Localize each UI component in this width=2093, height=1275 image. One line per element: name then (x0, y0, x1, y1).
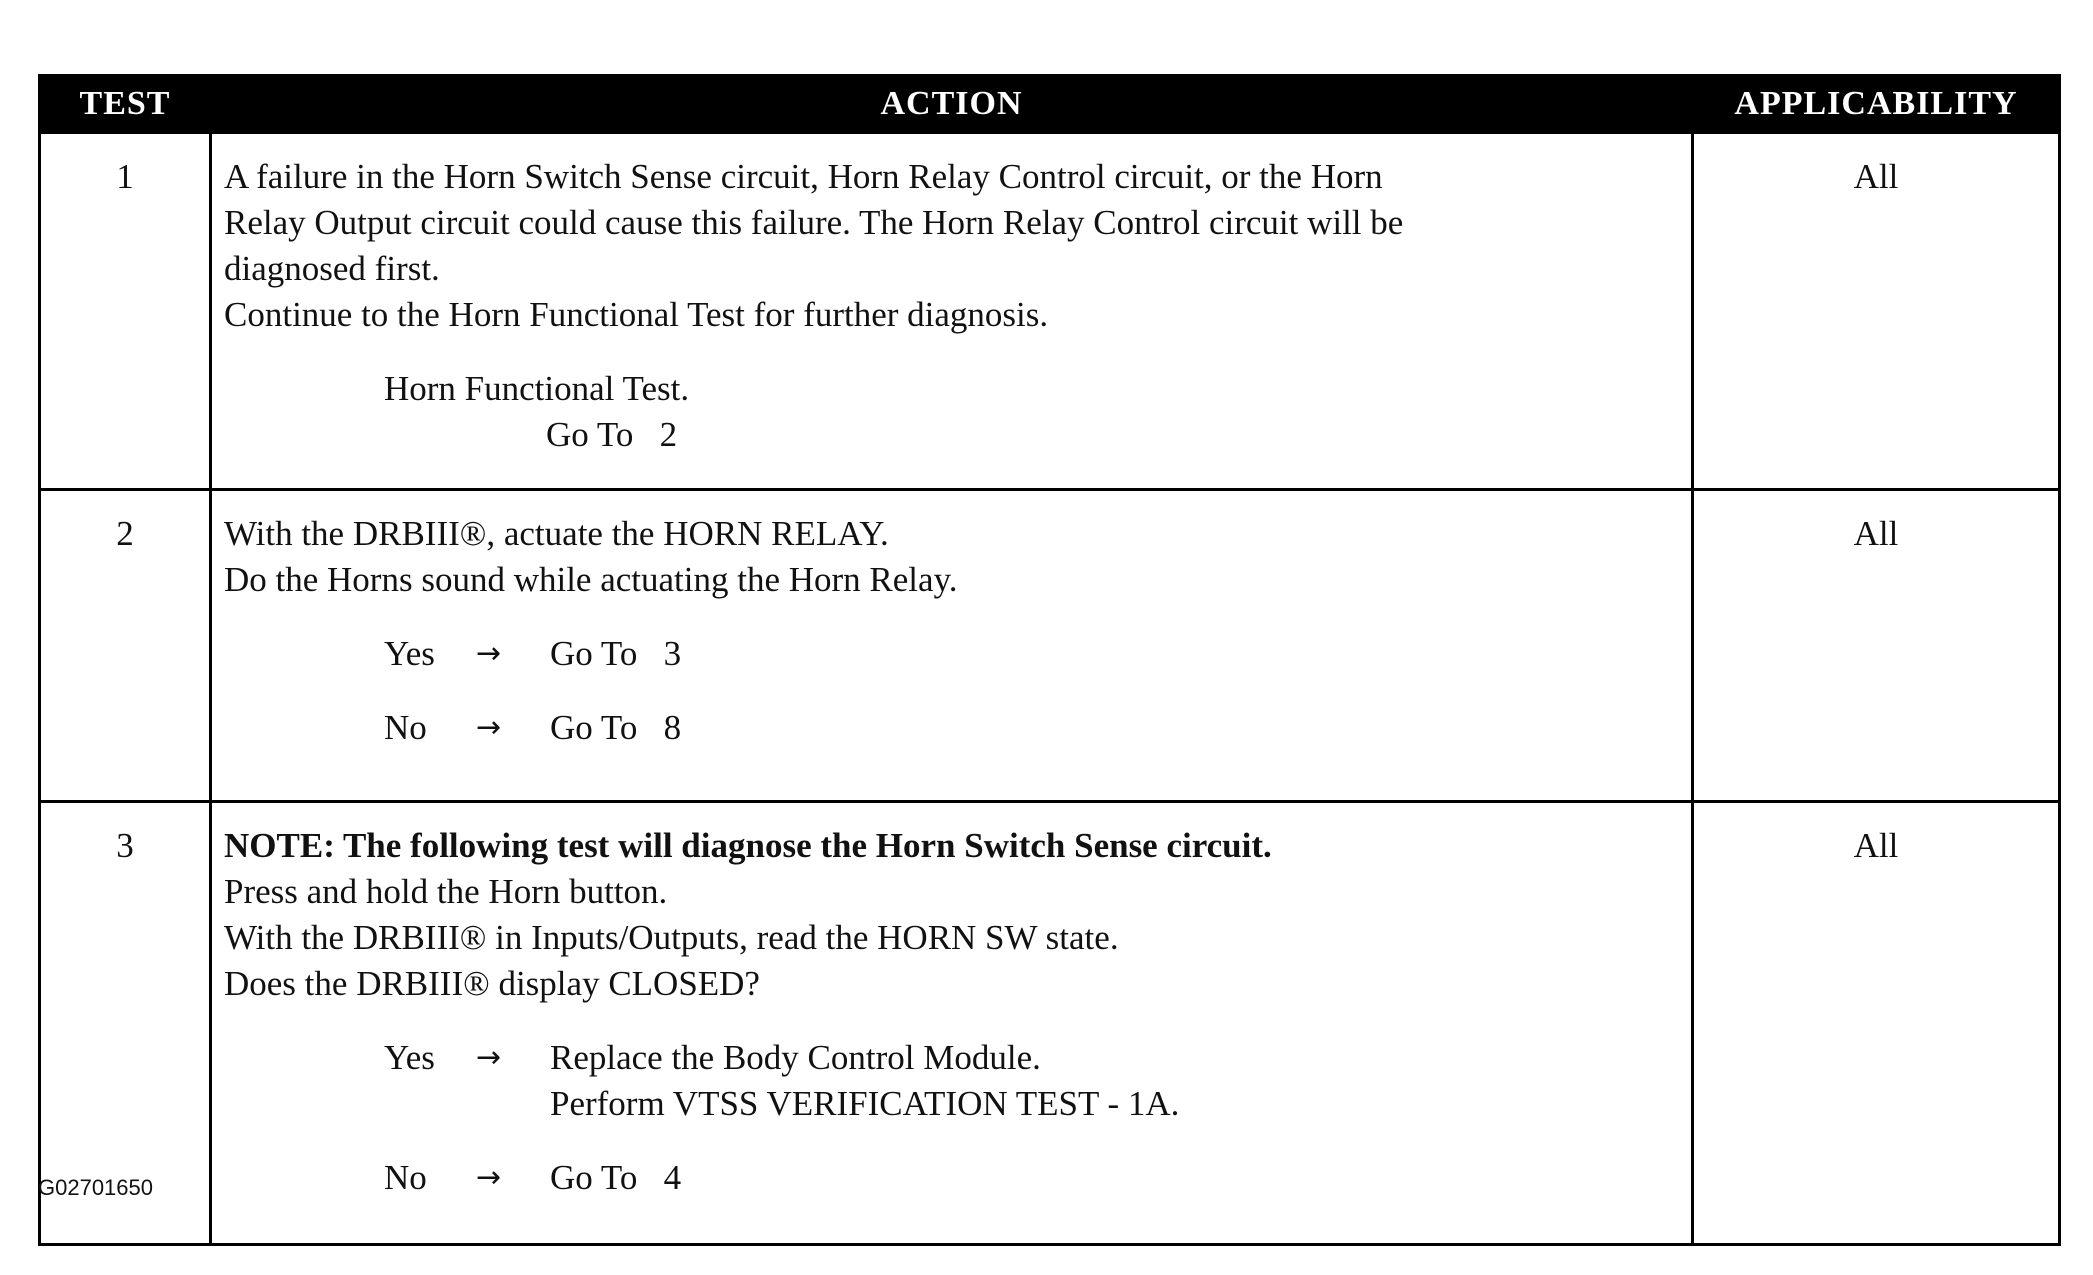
yes-label: Yes (384, 634, 435, 673)
arrow-right-icon: → (476, 710, 502, 745)
action-text: Relay Output circuit could cause this failure. The Horn Relay Control circuit will be (224, 203, 1404, 242)
yes-branch (224, 631, 1681, 677)
test-number: 2 (40, 490, 211, 802)
action-cell (211, 133, 1693, 490)
action-text: Does the DRBIII® display CLOSED? (224, 964, 760, 1003)
no-label: No (384, 708, 427, 747)
header-applicability: APPLICABILITY (1693, 76, 2060, 133)
goto-instruction: Go To 2 (546, 415, 678, 454)
test-number: 1 (40, 133, 211, 490)
yes-result: Go To 3 (550, 634, 682, 673)
yes-result-line: Replace the Body Control Module. (550, 1038, 1041, 1077)
action-cell (211, 490, 1693, 802)
yes-label: Yes (384, 1038, 435, 1077)
action-text: With the DRBIII® in Inputs/Outputs, read the HORN SW state. (224, 918, 1119, 957)
no-branch (224, 705, 1681, 751)
table-row (40, 802, 2060, 1245)
arrow-right-icon: → (476, 1040, 502, 1075)
table-header-row (40, 76, 2060, 133)
diagnostic-sheet (38, 74, 2058, 1246)
note-text: NOTE: The following test will diagnose the Horn Switch Sense circuit. (224, 826, 1272, 865)
diagnostic-table (38, 74, 2061, 1246)
action-cell (211, 802, 1693, 1245)
action-text: diagnosed first. (224, 249, 440, 288)
applicability-value: All (1693, 802, 2060, 1245)
action-text: Do the Horns sound while actuating the Horn Relay. (224, 560, 958, 599)
no-label: No (384, 1158, 427, 1197)
figure-id: G02701650 (38, 1175, 153, 1200)
no-result: Go To 8 (550, 708, 682, 747)
step-name: Horn Functional Test. (384, 369, 690, 408)
applicability-value: All (1693, 490, 2060, 802)
action-text: A failure in the Horn Switch Sense circuit, Horn Relay Control circuit, or the Horn (224, 157, 1383, 196)
arrow-right-icon: → (476, 1160, 502, 1195)
yes-result (550, 1035, 1179, 1127)
action-text: With the DRBIII®, actuate the HORN RELAY. (224, 514, 889, 553)
applicability-value: All (1693, 133, 2060, 490)
test-number: 3 (40, 802, 211, 1245)
table-row (40, 133, 2060, 490)
no-result: Go To 4 (550, 1158, 682, 1197)
no-branch (224, 1155, 1681, 1201)
yes-result-line: Perform VTSS VERIFICATION TEST - 1A. (550, 1084, 1180, 1123)
header-test: TEST (40, 76, 211, 133)
table-row (40, 490, 2060, 802)
yes-branch (224, 1035, 1681, 1127)
action-text: Press and hold the Horn button. (224, 872, 668, 911)
action-text: Continue to the Horn Functional Test for further diagnosis. (224, 295, 1049, 334)
arrow-right-icon: → (476, 636, 502, 671)
header-action: ACTION (211, 76, 1693, 133)
